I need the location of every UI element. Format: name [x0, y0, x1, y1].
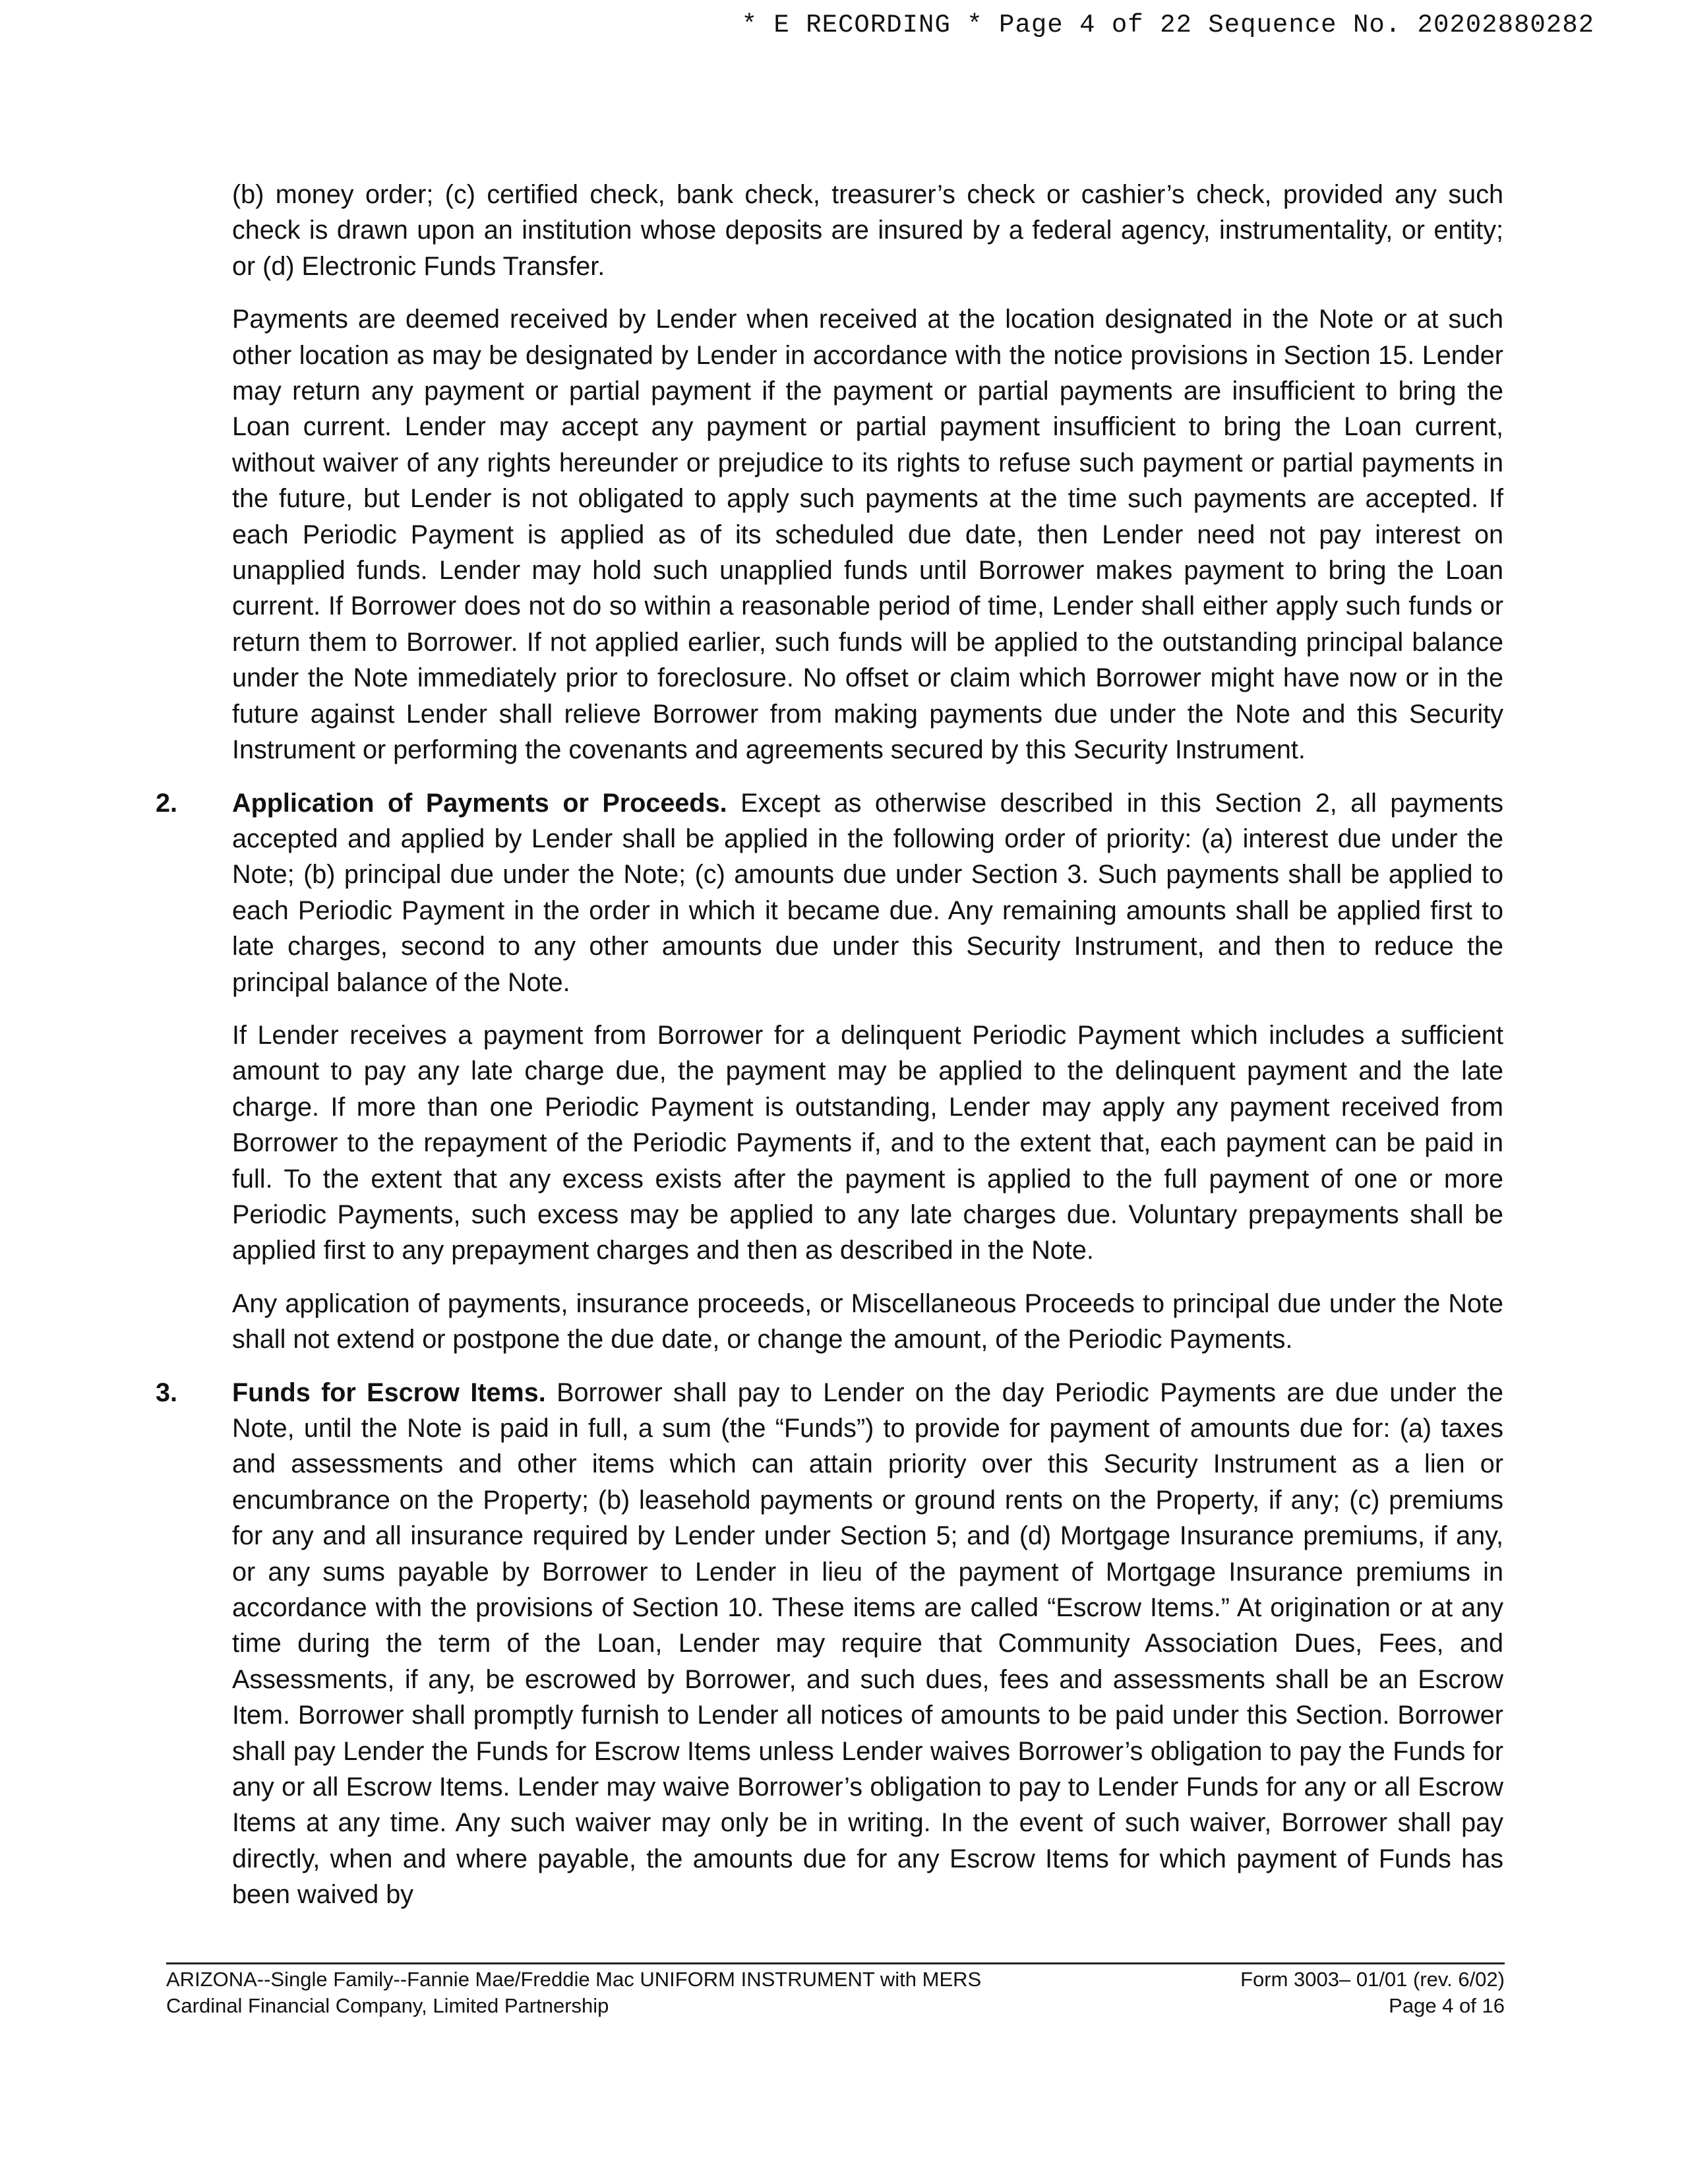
footer-form-title: ARIZONA--Single Family--Fannie Mae/Freddie Mac UNIFORM INSTRUMENT with MERS — [166, 1968, 982, 1991]
section-2 — [156, 785, 1503, 1000]
recording-header: * E RECORDING * Page 4 of 22 Sequence No. 20202880282 — [741, 11, 1594, 40]
footer-divider — [166, 1962, 1505, 1964]
section-3-number: 3. — [156, 1378, 178, 1407]
section-2-text: Except as otherwise described in this Section 2, all payments accepted and applied by Lender shall be applied in the following order of priority: (a) interest due under the Note; (b) principal due under the Note; (c) amounts due under Section 3. Such payments shall be applied to each Periodic Payment in the order in which it became due. Any remaining amounts shall be applied first to late charges, second to any other amounts due under this Security Instrument, and then to reduce the principal balance of the Note. — [232, 788, 1503, 997]
footer-page-number: Page 4 of 16 — [1389, 1994, 1505, 2017]
section-2-body — [232, 785, 1503, 1000]
section-3-body — [232, 1375, 1503, 1913]
document-body — [156, 177, 1503, 1930]
section-2-title: Application of Payments or Proceeds. — [232, 788, 727, 818]
payments-received-paragraph: Payments are deemed received by Lender when received at the location designated in the Note or at such other location as may be designated by Lender in accordance with the notice provisions in Section 15. Lender may return any payment or partial payment if the payment or partial payments are insufficient to bring the Loan current. Lender may accept any payment or partial payment insufficient to bring the Loan current, without waiver of any rights hereunder or prejudice to its rights to refuse such payment or partial payments in the future, but Lender is not obligated to apply such payments at the time such payments are accepted. If each Periodic Payment is applied as of its scheduled due date, then Lender need not pay interest on unapplied funds. Lender may hold such unapplied funds until Borrower makes payment to bring the Loan current. If Borrower does not do so within a reasonable period of time, Lender shall either apply such funds or return them to Borrower. If not applied earlier, such funds will be applied to the outstanding principal balance under the Note immediately prior to foreclosure. No offset or claim which Borrower might have now or in the future against Lender shall relieve Borrower from making payments due under the Note and this Security Instrument or performing the covenants and agreements secured by this Security Instrument. — [232, 305, 1503, 765]
section-3-text: Borrower shall pay to Lender on the day Periodic Payments are due under the Note, until the Note is paid in full, a sum (the “Funds”) to provide for payment of amounts due for: (a) taxes and assessments and other items which can attain priority over this Security Instrument as a lien or encumbrance on the Property; (b) leasehold payments or ground rents on the Property, if any; (c) premiums for any and all insurance required by Lender under Section 5; and (d) Mortgage Insurance premiums, if any, or any sums payable by Borrower to Lender in lieu of the payment of Mortgage Insurance premiums in accordance with the provisions of Section 10. These items are called “Escrow Items.” At origination or at any time during the term of the Loan, Lender may require that Community Association Dues, Fees, and Assessments, if any, be escrowed by Borrower, and such dues, fees and assessments shall be an Escrow Item. Borrower shall promptly furnish to Lender all notices of amounts to be paid under this Section. Borrower shall pay Lender the Funds for Escrow Items unless Lender waives Borrower’s obligation to pay the Funds for any or all Escrow Items. Lender may waive Borrower’s obligation to pay to Lender Funds for any or all Escrow Items at any time. Any such waiver may only be in writing. In the event of such waiver, Borrower shall pay directly, when and where payable, the amounts due for any Escrow Items for which payment of Funds has been waived by — [232, 1378, 1503, 1910]
section-2-paragraph-3: Any application of payments, insurance proceeds, or Miscellaneous Proceeds to principal due under the Note shall not extend or postpone the due date, or change the amount, of the Periodic Payments. — [232, 1289, 1503, 1354]
section-2-number: 2. — [156, 788, 178, 818]
page-footer — [166, 1966, 1505, 2019]
section-3 — [156, 1375, 1503, 1913]
section-3-title: Funds for Escrow Items. — [232, 1378, 546, 1407]
footer-lender-name: Cardinal Financial Company, Limited Partnership — [166, 1994, 609, 2017]
payment-methods-continuation: (b) money order; (c) certified check, bank check, treasurer’s check or cashier’s check, provided any such check is drawn upon an institution whose deposits are insured by a federal agency, instrumentality, or entity; or (d) Electronic Funds Transfer. — [232, 180, 1503, 281]
section-2-paragraph-2: If Lender receives a payment from Borrower for a delinquent Periodic Payment which includes a sufficient amount to pay any late charge due, the payment may be applied to the delinquent payment and the late charge. If more than one Periodic Payment is outstanding, Lender may apply any payment received from Borrower to the repayment of the Periodic Payments if, and to the extent that, each payment can be paid in full. To the extent that any excess exists after the payment is applied to the full payment of one or more Periodic Payments, such excess may be applied to any late charges due. Voluntary prepayments shall be applied first to any prepayment charges and then as described in the Note. — [232, 1020, 1503, 1265]
footer-form-number: Form 3003– 01/01 (rev. 6/02) — [1240, 1968, 1505, 1991]
